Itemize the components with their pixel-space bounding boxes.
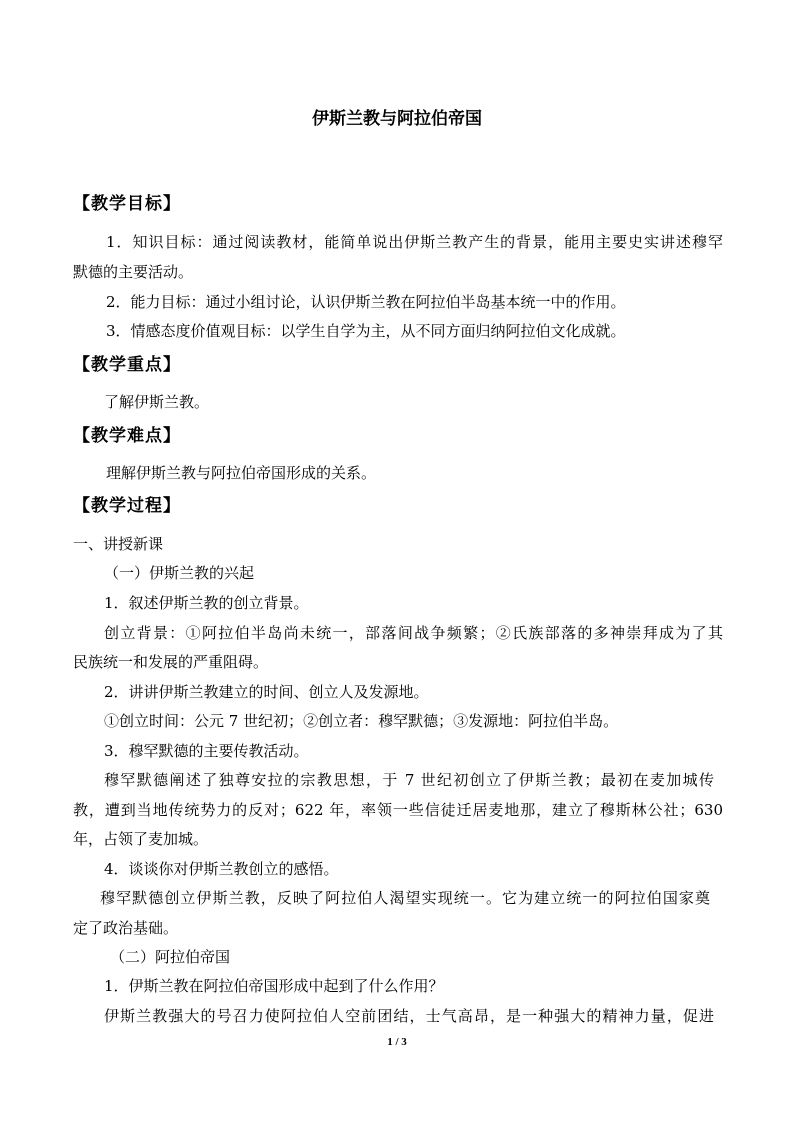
subsection-arab-empire: （二）阿拉伯帝国 [110, 948, 231, 966]
difficulty-text: 理解伊斯兰教与阿拉伯帝国形成的关系。 [106, 464, 377, 482]
heading-objectives: 【教学目标】 [73, 194, 181, 214]
question-5: 1．伊斯兰教在阿拉伯帝国形成中起到了什么作用？ [104, 977, 444, 995]
heading-difficulties: 【教学难点】 [73, 426, 181, 446]
answer-4-line-1: 穆罕默德创立伊斯兰教，反映了阿拉伯人渴望实现统一。它为建立统一的阿拉伯国家奠 [100, 889, 710, 907]
subsection-rise-of-islam: （一）伊斯兰教的兴起 [104, 564, 255, 582]
document-title: 伊斯兰教与阿拉伯帝国 [312, 109, 482, 129]
section-lecture: 一、讲授新课 [73, 535, 164, 553]
objective-1-line-1: 1．知识目标：通过阅读教材，能简单说出伊斯兰教产生的背景，能用主要史实讲述穆罕 [106, 233, 723, 251]
answer-1-line-2: 民族统一和发展的严重阻碍。 [73, 653, 269, 671]
heading-process: 【教学过程】 [73, 496, 181, 516]
answer-4-line-2: 定了政治基础。 [73, 919, 179, 937]
answer-3-line-1: 穆罕默德阐述了独尊安拉的宗教思想，于 7 世纪初创立了伊斯兰教；最初在麦加城传 [104, 771, 714, 789]
key-point-text: 了解伊斯兰教。 [104, 393, 210, 411]
answer-3-line-2: 教，遭到当地传统势力的反对；622 年，率领一些信徒迁居麦地那，建立了穆斯林公社；630 [73, 801, 723, 819]
answer-3-line-3: 年，占领了麦加城。 [73, 830, 209, 848]
answer-5-line-1: 伊斯兰教强大的号召力使阿拉伯人空前团结，士气高昂，是一种强大的精神力量，促进 [104, 1007, 714, 1025]
answer-1-line-1: 创立背景：①阿拉伯半岛尚未统一，部落间战争频繁；②氏族部落的多神崇拜成为了其 [104, 624, 723, 642]
page-number: 1 / 3 [387, 1036, 407, 1048]
question-2: 2．讲讲伊斯兰教建立的时间、创立人及发源地。 [104, 683, 429, 701]
question-4: 4．谈谈你对伊斯兰教创立的感悟。 [104, 860, 339, 878]
answer-2: ①创立时间：公元 7 世纪初；②创立者：穆罕默德；③发源地：阿拉伯半岛。 [104, 712, 619, 730]
objective-1-line-2: 默德的主要活动。 [73, 263, 194, 281]
objective-2: 2．能力目标：通过小组讨论，认识伊斯兰教在阿拉伯半岛基本统一中的作用。 [106, 293, 626, 311]
objective-3: 3．情感态度价值观目标：以学生自学为主，从不同方面归纳阿拉伯文化成就。 [106, 322, 626, 340]
question-1: 1．叙述伊斯兰教的创立背景。 [104, 594, 309, 612]
heading-key-points: 【教学重点】 [73, 355, 181, 375]
question-3: 3．穆罕默德的主要传教活动。 [104, 742, 309, 760]
